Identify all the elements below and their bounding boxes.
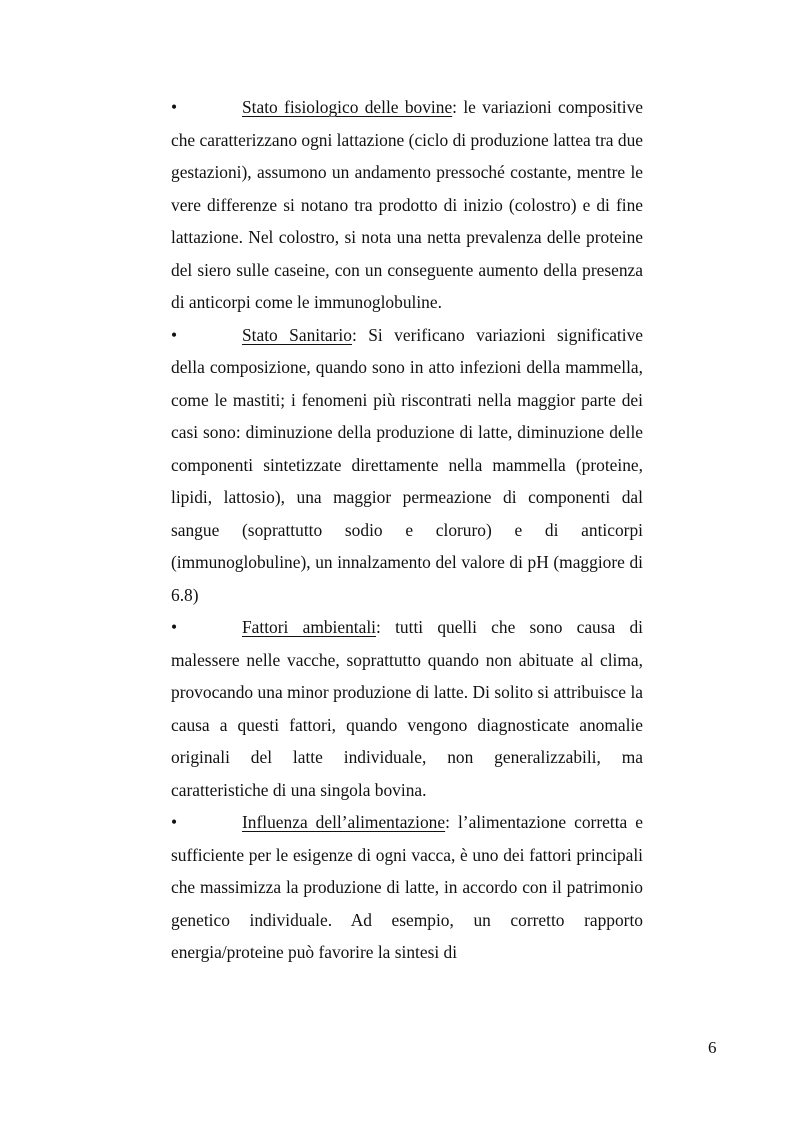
heading-separator: : [376,617,381,637]
page-number: 6 [708,1038,717,1057]
bullet-icon: • [171,97,178,117]
list-item [171,319,643,612]
list-item [171,611,643,806]
item-heading: Influenza dell’alimentazione [242,812,446,832]
list-item [171,91,643,319]
page-body [171,91,643,969]
bullet-icon: • [171,324,178,345]
heading-separator: : [445,812,450,832]
item-text: le variazioni compositive che caratterizzano ogni lattazione (ciclo di produzione lattea tra due gestazioni), assumono un andamento pressoché costante, mentre le vere differenze si notano tra prodotto di inizio (colostro) e di fine lattazione. Nel colostro, si nota una netta prevalenza delle proteine del siero sulle caseine, con un conseguente aumento della presenza di anticorpi come le immunoglobuline. [171,97,643,312]
heading-separator: : [452,97,458,117]
bullet-icon: • [171,812,178,832]
item-text: l’alimentazione corretta e sufficiente per le esigenze di ogni vacca, è uno dei fattori principali che massimizza la produzione di latte, in accordo con il patrimonio genetico individuale. Ad esempio, un corretto rapporto energia/proteine può favorire la sintesi di [171,812,643,962]
item-text: tutti quelli che sono causa di malessere nelle vacche, soprattutto quando non abituate al clima, provocando una minor produzione di latte. Di solito si attribuisce la causa a questi fattori, quando vengono diagnosticate anomalie originali del latte individuale, non generalizzabili, ma caratteristiche di una singola bovina. [171,617,643,800]
bullet-icon: • [171,617,178,637]
heading-separator: : [351,324,357,345]
item-heading: Stato Sanitario [242,324,352,345]
list-item [171,806,643,969]
item-heading: Stato fisiologico delle bovine [242,97,453,117]
item-heading: Fattori ambientali [242,617,377,637]
item-text: Si verificano variazioni significative della composizione, quando sono in atto infezioni della mammella, come le mastiti; i fenomeni più riscontrati nella maggior parte dei casi sono: diminuzione della produzione di latte, diminuzione delle componenti sintetizzate direttamente nella mammella (proteine, lipidi, lattosio), una maggior permeazione di componenti dal sangue (soprattutto sodio e cloruro) e di anticorpi (immunoglobuline), un innalzamento del valore di pH (maggiore di 6.8) [171,324,643,605]
